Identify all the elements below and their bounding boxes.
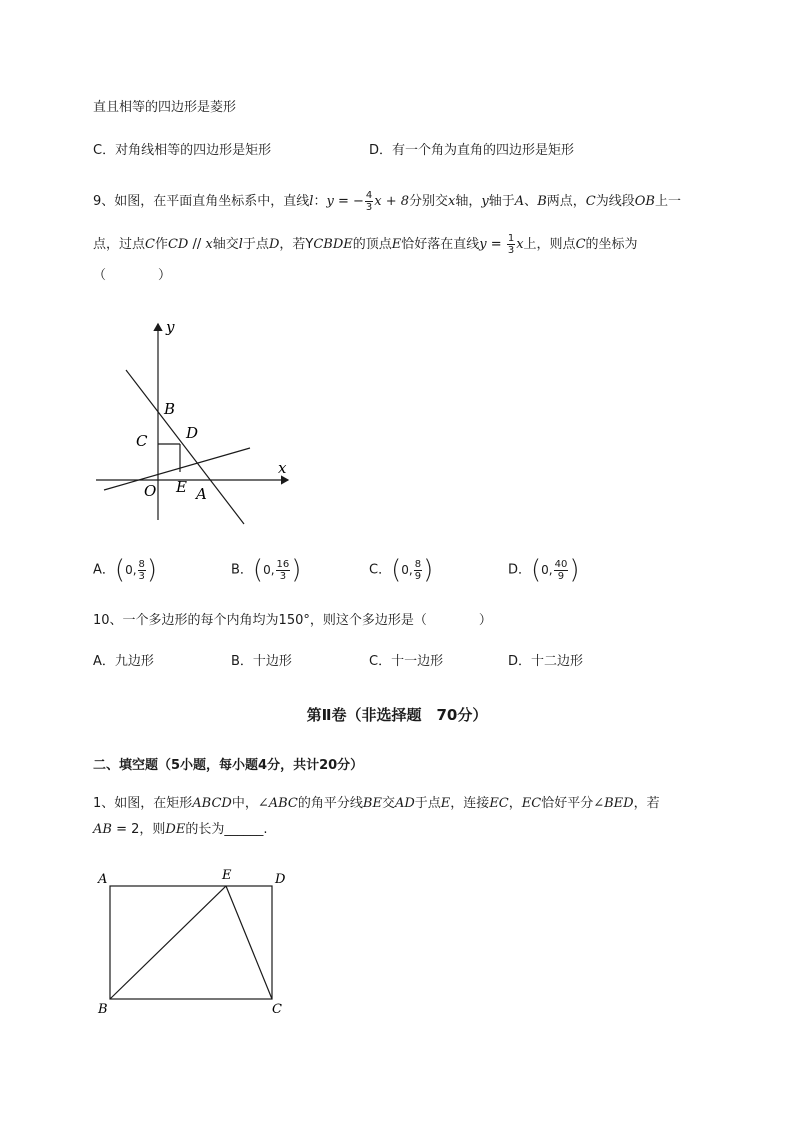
f1-line-2: AB = 2，则DE的长为______. — [93, 822, 268, 837]
label-c: C — [136, 432, 148, 450]
label-b: B — [98, 1002, 108, 1017]
segment-ec — [226, 886, 272, 999]
q9-coordinate-figure — [90, 312, 300, 532]
q10-text: 10、一个多边形的每个内角均为150°，则这个多边形是（ ） — [93, 613, 492, 628]
label-b: B — [164, 400, 176, 418]
label-e: E — [176, 478, 187, 496]
label-o: O — [144, 482, 157, 500]
label-d: D — [186, 424, 199, 442]
fill-in-title: 二、填空题（5小题，每小题4分，共计20分） — [93, 758, 364, 773]
q8-option-c: C．对角线相等的四边形是矩形 — [93, 143, 272, 158]
label-x: x — [278, 459, 287, 477]
q9-line-1: 9、如图，在平面直角坐标系中，直线l：y = − $\frac{4}{3}$ x + 8分别交x轴，y轴于A、B两点，C为线段OB上一 — [93, 190, 681, 213]
q9-option-c: C．(0, $\frac{8}{9}$ ) — [369, 555, 434, 585]
f1-line-1: 1、如图，在矩形ABCD中，∠ABC的角平分线BE交AD于点E，连接EC，EC恰好平分∠BED，若 — [93, 796, 660, 811]
label-a: A — [98, 872, 108, 887]
q10-option-d: D．十二边形 — [508, 654, 584, 669]
q9-option-b: B．(0, $\frac{16}{3}$ ) — [231, 555, 302, 585]
label-c: C — [272, 1002, 282, 1017]
label-y: y — [166, 318, 175, 336]
q10-option-c: C．十一边形 — [369, 654, 444, 669]
q10-option-b: B．十边形 — [231, 654, 292, 669]
q8-option-d: D．有一个角为直角的四边形是矩形 — [369, 143, 575, 158]
q8-tail-text: 直且相等的四边形是菱形 — [93, 100, 237, 115]
f1-rectangle-figure — [94, 864, 294, 1020]
q9-line-2: 点，过点C作CD // x轴交l于点D，若YCBDE的顶点E恰好落在直线y = $\frac{1}{3}$ x上，则点C的坐标为 — [93, 233, 638, 256]
q9-option-a: A．(0, $\frac{8}{3}$ ) — [93, 555, 158, 585]
q9-option-d: D．(0, $\frac{40}{9}$ ) — [508, 555, 580, 585]
segment-be — [110, 886, 226, 999]
q9-line-fraction: $\frac{1}{3}$ — [507, 233, 515, 256]
q9-slope-fraction: $\frac{4}{3}$ — [365, 190, 373, 213]
q10-option-a: A．九边形 — [93, 654, 154, 669]
rectangle-abcd — [110, 886, 272, 999]
label-d: D — [275, 872, 286, 887]
label-a: A — [196, 485, 207, 503]
section-title: 第Ⅱ卷（非选择题 70分） — [306, 706, 488, 724]
q9-answer-blank: （ ） — [93, 268, 172, 283]
label-e: E — [222, 868, 232, 883]
